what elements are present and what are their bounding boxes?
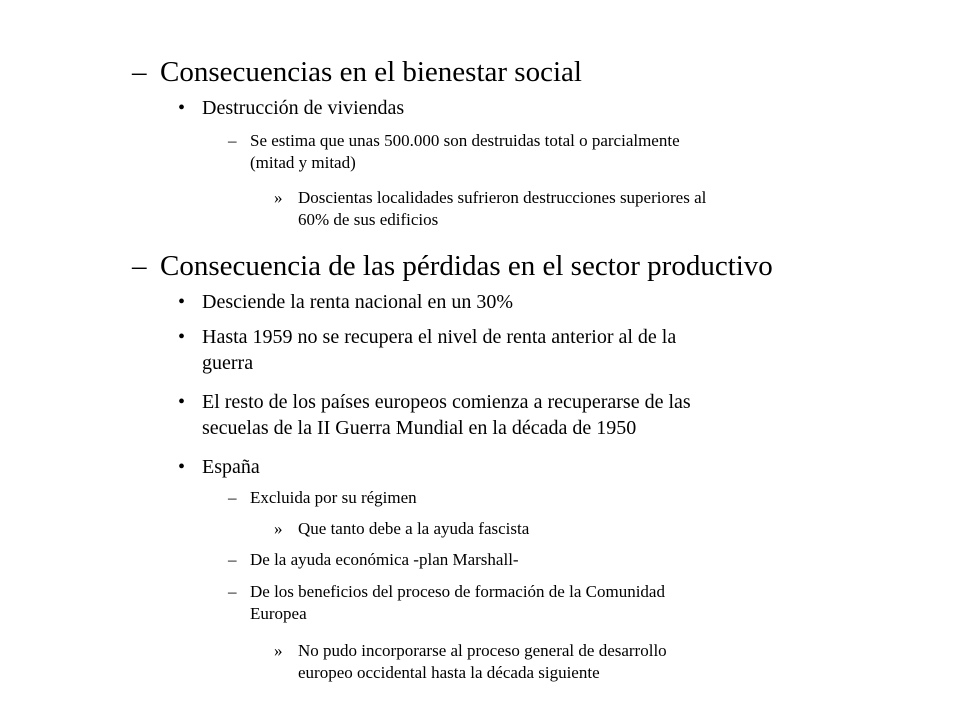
- raquo-marker: »: [274, 188, 283, 207]
- heading-bienestar-social: Consecuencias en el bienestar social: [160, 56, 582, 88]
- bullet-marker: •: [178, 391, 186, 413]
- bullet-marker: •: [178, 326, 186, 348]
- item-doscientas-line-1: Doscientas localidades sufrieron destrucciones superiores al: [298, 188, 707, 207]
- item-hasta-1959-line-1: Hasta 1959 no se recupera el nivel de renta anterior al de la: [202, 326, 677, 348]
- item-resto-paises-line-2: secuelas de la II Guerra Mundial en la década de 1950: [202, 417, 637, 439]
- dash-marker: –: [228, 131, 237, 150]
- item-doscientas-line-2: 60% de sus edificios: [298, 210, 439, 229]
- dash-marker: –: [228, 488, 237, 507]
- item-plan-marshall: De la ayuda económica -plan Marshall-: [250, 550, 519, 569]
- heading-perdidas-sector: Consecuencia de las pérdidas en el sector productivo: [160, 250, 773, 282]
- bullet-marker: •: [178, 291, 186, 313]
- item-excluida-regimen: Excluida por su régimen: [250, 488, 417, 507]
- dash-marker: –: [228, 582, 237, 601]
- item-estimacion-line-1: Se estima que unas 500.000 son destruidas total o parcialmente: [250, 131, 680, 150]
- dash-marker: –: [132, 250, 147, 282]
- raquo-marker: »: [274, 641, 283, 660]
- item-comunidad-europea-line-2: Europea: [250, 604, 307, 623]
- item-hasta-1959-line-2: guerra: [202, 352, 254, 374]
- raquo-marker: »: [274, 519, 283, 538]
- item-resto-paises-line-1: El resto de los países europeos comienza a recuperarse de las: [202, 391, 691, 413]
- item-no-pudo-line-1: No pudo incorporarse al proceso general de desarrollo: [298, 641, 667, 660]
- item-destruccion-viviendas: Destrucción de viviendas: [202, 97, 405, 119]
- dash-marker: –: [228, 550, 237, 569]
- bullet-marker: •: [178, 456, 186, 478]
- item-renta-nacional: Desciende la renta nacional en un 30%: [202, 291, 513, 313]
- dash-marker: –: [132, 56, 147, 88]
- item-no-pudo-line-2: europeo occidental hasta la década siguiente: [298, 663, 600, 682]
- item-comunidad-europea-line-1: De los beneficios del proceso de formación de la Comunidad: [250, 582, 665, 601]
- item-espana: España: [202, 456, 260, 478]
- bullet-marker: •: [178, 97, 186, 119]
- item-ayuda-fascista: Que tanto debe a la ayuda fascista: [298, 519, 530, 538]
- item-estimacion-line-2: (mitad y mitad): [250, 153, 356, 172]
